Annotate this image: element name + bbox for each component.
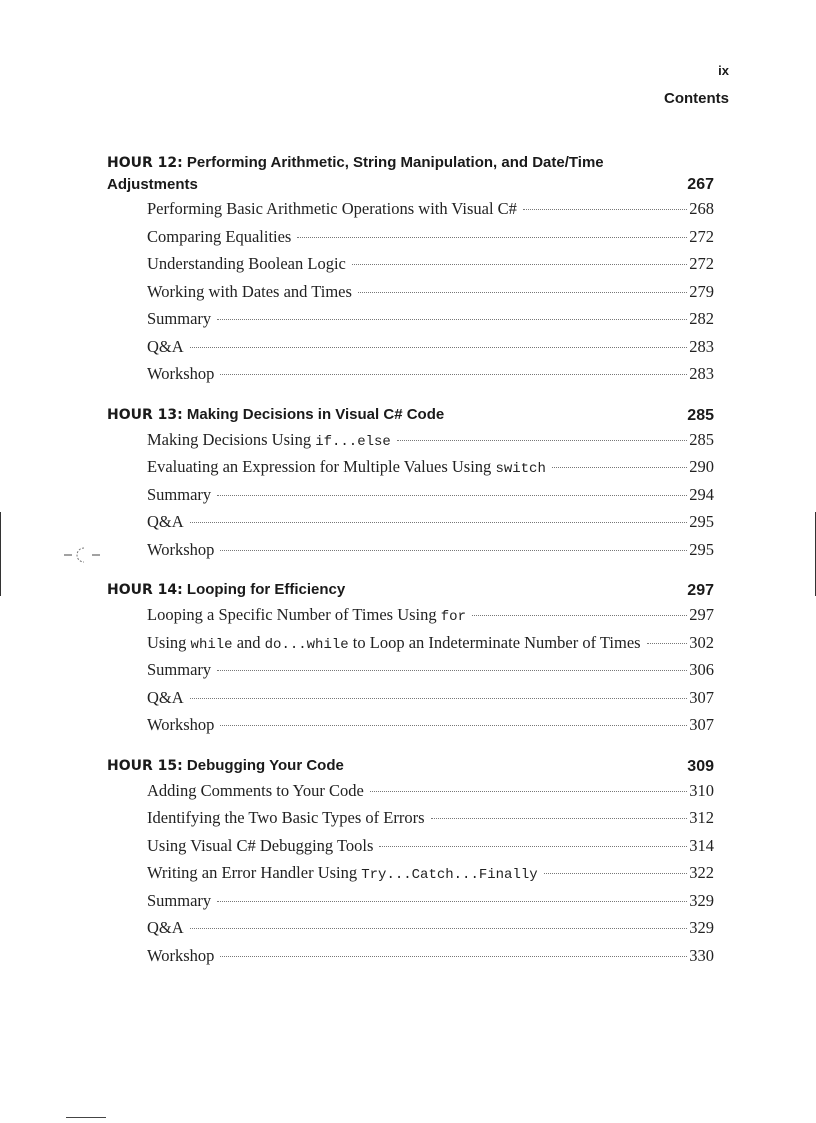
entry-title-text: Workshop [147, 539, 215, 559]
hour-page-number: 297 [687, 582, 714, 599]
toc-entry[interactable] [147, 781, 714, 809]
toc-entry[interactable] [147, 485, 714, 513]
toc-entry[interactable] [147, 309, 714, 337]
entry-page-number: 322 [689, 863, 714, 882]
entry-title [147, 688, 184, 708]
code-keyword: switch [495, 461, 546, 477]
toc-entry[interactable] [147, 254, 714, 282]
entry-page-number: 272 [689, 254, 714, 273]
entry-page-number: 295 [689, 512, 714, 531]
entry-title-text: Summary [147, 309, 212, 328]
entry-title [147, 633, 641, 653]
entry-title [147, 946, 214, 966]
entry-page-number: 307 [689, 687, 714, 707]
entry-title-text: Workshop [147, 715, 215, 734]
toc-entry[interactable] [147, 540, 714, 568]
entry-title-text: Summary [147, 484, 212, 504]
hour-section [107, 579, 714, 743]
entry-title [147, 227, 291, 247]
dot-leader [379, 846, 687, 847]
toc-entry[interactable] [147, 688, 714, 716]
entry-title-text: Evaluating an Expression for Multiple Values Using [147, 457, 496, 476]
hour-section [107, 404, 714, 568]
hour-title-text: Looping for Efficiency [186, 581, 346, 598]
code-keyword: while [190, 636, 233, 653]
toc-entry[interactable] [147, 808, 714, 836]
dot-leader [220, 956, 687, 957]
hour-title [107, 152, 604, 195]
entry-title-text: Q&A [147, 918, 184, 937]
dot-leader [217, 495, 687, 496]
running-head: Contents [664, 90, 729, 107]
code-keyword: Try...Catch...Finally [361, 867, 538, 883]
entry-title [147, 891, 211, 911]
toc-entry[interactable] [147, 918, 714, 946]
entry-title [147, 364, 214, 384]
toc-entry[interactable] [147, 836, 714, 864]
entry-page-number: 285 [689, 429, 714, 449]
entry-title [147, 605, 466, 625]
entry-page-number: 310 [689, 780, 714, 800]
entry-title [147, 540, 214, 560]
entry-title [147, 309, 211, 329]
hour-heading [107, 152, 714, 195]
entry-title-text: Summary [147, 890, 212, 910]
toc-entry[interactable] [147, 605, 714, 633]
dot-leader [523, 209, 687, 210]
entry-title [147, 282, 352, 302]
hour-heading [107, 404, 714, 426]
toc-entry[interactable] [147, 457, 714, 485]
entry-page-number: 279 [689, 281, 714, 301]
entry-page-number: 329 [689, 918, 714, 937]
entry-page-number: 306 [689, 660, 714, 679]
entry-title-text: Using Visual C# Debugging Tools [147, 835, 374, 855]
hour-title [107, 755, 344, 777]
entry-title-text: to Loop an Indeterminate Number of Times [348, 632, 641, 652]
entry-page-number: 294 [689, 484, 714, 504]
dot-leader [190, 928, 688, 929]
dot-leader [647, 643, 688, 644]
dot-leader [358, 292, 687, 293]
dot-leader [397, 440, 687, 441]
entry-title [147, 781, 364, 801]
entry-page-number: 268 [689, 199, 714, 218]
hour-label: HOUR 12: [107, 155, 183, 171]
entry-title-text: Writing an Error Handler Using [147, 863, 362, 882]
hour-page-number: 285 [687, 406, 714, 424]
entry-title [147, 254, 346, 274]
hour-label: HOUR 15: [107, 757, 183, 774]
registration-mark-icon [62, 544, 107, 566]
entry-list [107, 199, 714, 392]
entry-title-text: Working with Dates and Times [147, 281, 352, 301]
page-number: ix [718, 63, 729, 78]
toc-entry[interactable] [147, 891, 714, 919]
crop-line-left [0, 512, 1, 596]
entry-title [147, 457, 546, 477]
entry-title [147, 485, 211, 505]
hour-title [107, 404, 444, 426]
toc-entry[interactable] [147, 863, 714, 891]
entry-page-number: 314 [689, 835, 714, 855]
hour-section [107, 755, 714, 974]
hour-label: HOUR 14: [107, 582, 183, 598]
entry-title-text: Performing Basic Arithmetic Operations with Visual C# [147, 199, 517, 218]
code-keyword: for [440, 609, 466, 625]
toc-entry[interactable] [147, 946, 714, 974]
entry-page-number: 282 [689, 309, 714, 328]
toc-entry[interactable] [147, 227, 714, 255]
entry-page-number: 295 [689, 539, 714, 559]
footer-rule [66, 1117, 106, 1118]
entry-title-text: Q&A [147, 687, 184, 707]
entry-title [147, 836, 373, 856]
entry-page-number: 283 [689, 364, 714, 383]
entry-title-text: Summary [147, 660, 212, 679]
toc-entry[interactable] [147, 633, 714, 661]
hour-title-text: Debugging Your Code [186, 756, 344, 774]
dot-leader [217, 901, 687, 902]
entry-title-text: Comparing Equalities [147, 226, 292, 246]
code-keyword: if...else [315, 433, 391, 450]
entry-page-number: 272 [689, 226, 714, 246]
table-of-contents [107, 152, 714, 985]
dot-leader [217, 670, 687, 671]
toc-entry[interactable] [147, 199, 714, 227]
entry-title [147, 918, 184, 938]
toc-entry[interactable] [147, 430, 714, 458]
hour-section [107, 152, 714, 392]
entry-title [147, 715, 214, 735]
hour-title [107, 579, 345, 601]
entry-page-number: 283 [689, 336, 714, 356]
entry-title-text: Adding Comments to Your Code [147, 780, 364, 800]
dot-leader [297, 237, 687, 238]
dot-leader [190, 347, 688, 348]
dot-leader [552, 467, 687, 468]
toc-entry[interactable] [147, 660, 714, 688]
dot-leader [220, 374, 687, 375]
hour-title-text: Performing Arithmetic, String Manipulation, and Date/Time [186, 154, 604, 171]
dot-leader [217, 319, 687, 320]
entry-list [107, 605, 714, 743]
entry-list [107, 430, 714, 568]
entry-title-text: Using [147, 632, 191, 652]
entry-title-text: and [232, 632, 265, 652]
toc-entry[interactable] [147, 337, 714, 365]
entry-title-text: Workshop [147, 945, 215, 965]
dot-leader [190, 522, 688, 523]
entry-title [147, 512, 184, 532]
dot-leader [220, 550, 687, 551]
dot-leader [370, 791, 687, 792]
entry-list [107, 781, 714, 974]
hour-page-number: 267 [687, 176, 714, 193]
dot-leader [472, 615, 687, 616]
toc-entry[interactable] [147, 715, 714, 743]
dot-leader [352, 264, 687, 265]
entry-page-number: 307 [689, 715, 714, 734]
toc-entry[interactable] [147, 512, 714, 540]
dot-leader [544, 873, 688, 874]
entry-page-number: 297 [689, 605, 714, 624]
code-keyword: do...while [264, 636, 349, 653]
entry-title-text: Looping a Specific Number of Times Using [147, 605, 441, 624]
entry-page-number: 330 [689, 945, 714, 965]
dot-leader [431, 818, 688, 819]
dot-leader [220, 725, 687, 726]
entry-title-text: Q&A [147, 336, 184, 356]
entry-title-text: Understanding Boolean Logic [147, 254, 346, 273]
hour-page-number: 309 [687, 757, 714, 775]
toc-entry[interactable] [147, 364, 714, 392]
entry-page-number: 329 [689, 890, 714, 910]
entry-title-text: Workshop [147, 364, 215, 383]
entry-title [147, 337, 184, 357]
entry-title [147, 808, 425, 828]
entry-title [147, 430, 391, 450]
hour-title-text-continued: Adjustments [107, 176, 198, 193]
entry-title-text: Q&A [147, 512, 184, 531]
entry-title [147, 199, 517, 219]
entry-page-number: 302 [689, 632, 714, 652]
entry-title [147, 863, 538, 883]
entry-page-number: 312 [689, 808, 714, 827]
hour-heading [107, 755, 714, 777]
hour-label: HOUR 13: [107, 406, 183, 423]
entry-title [147, 660, 211, 680]
hour-heading [107, 579, 714, 601]
entry-page-number: 290 [689, 457, 714, 476]
dot-leader [190, 698, 688, 699]
hour-title-text: Making Decisions in Visual C# Code [186, 405, 445, 423]
toc-entry[interactable] [147, 282, 714, 310]
entry-title-text: Making Decisions Using [147, 429, 316, 449]
entry-title-text: Identifying the Two Basic Types of Errors [147, 808, 425, 827]
